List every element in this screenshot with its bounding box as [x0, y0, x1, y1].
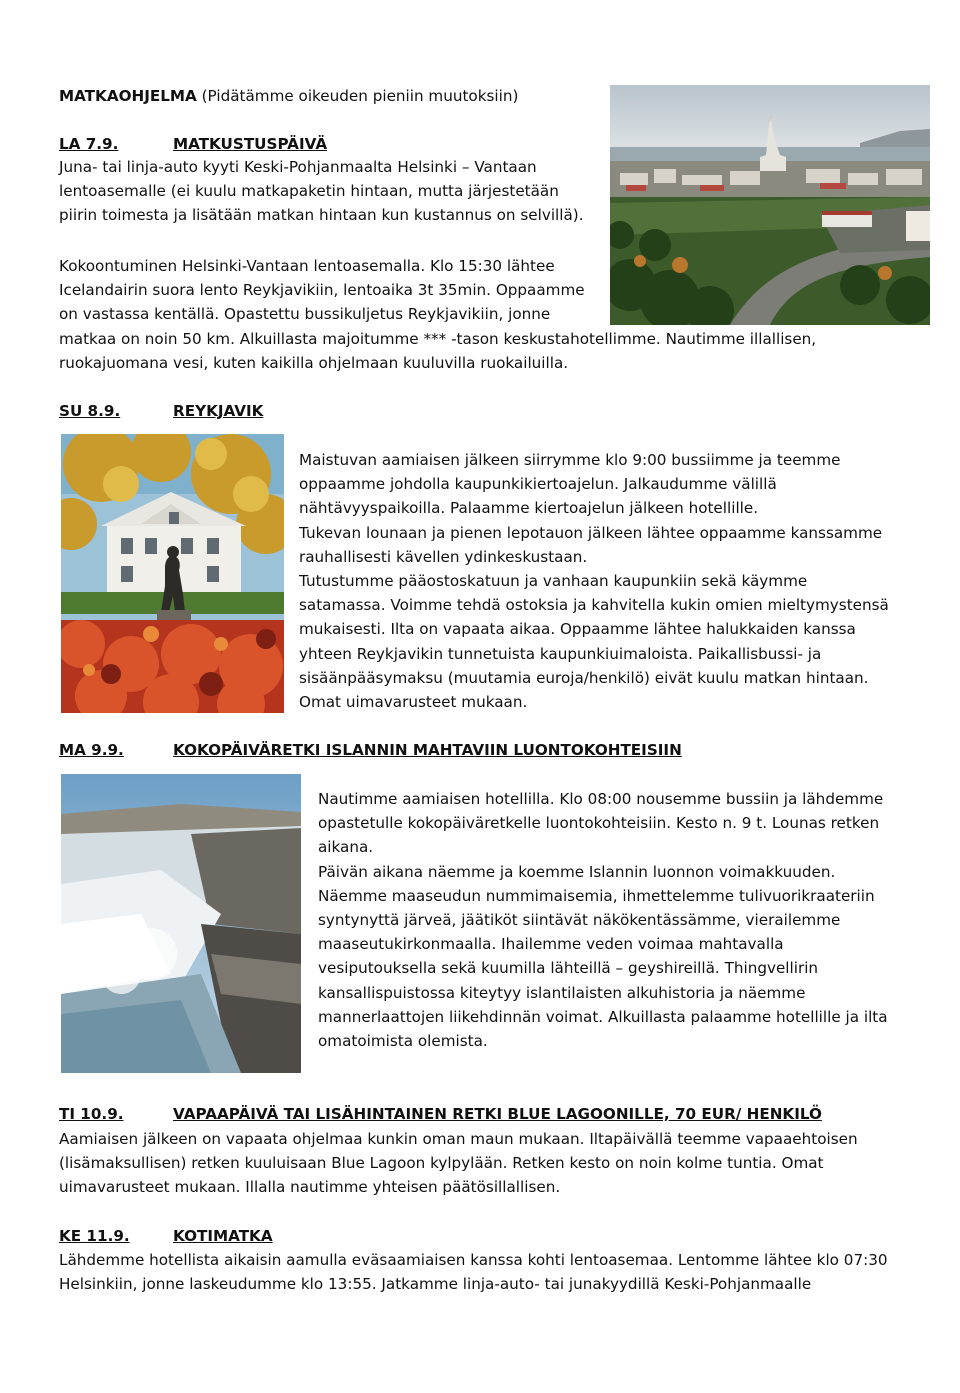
- day4-title: VAPAAPÄIVÄ TAI LISÄHINTAINEN RETKI BLUE LAGOONILLE, 70 EUR/ HENKILÖ: [173, 1105, 822, 1123]
- day3-line: aikana.: [318, 838, 374, 857]
- day2-line: nähtävyyspaikoilla. Palaamme kiertoajelun jälkeen hotellille.: [299, 499, 759, 518]
- day5-date: KE 11.9.: [59, 1227, 130, 1245]
- day5-paragraph: [59, 1248, 888, 1296]
- day1-p2-line: Kokoontuminen Helsinki-Vantaan lentoasemalla. Klo 15:30 lähtee: [59, 257, 555, 275]
- day3-line: syntynyttä järveä, jäätiköt siintävät näkökentässämme, vierailemme: [318, 911, 841, 930]
- day2-line: oppaamme johdolla kaupunkikiertoajelun. Jalkaudumme välillä: [299, 475, 777, 494]
- day2-date: SU 8.9.: [59, 402, 121, 420]
- day1-date: LA 7.9.: [59, 135, 119, 153]
- header-note: (Pidätämme oikeuden pieniin muutoksiin): [201, 87, 519, 105]
- day1-p2-line: Icelandairin suora lento Reykjavikiin, lentoaika 3t 35min. Oppaamme: [59, 281, 585, 300]
- day1-p2-line: matkaa on noin 50 km. Alkuillasta majoitumme *** -tason keskustahotellimme. Nautimme illallisen,: [59, 329, 817, 348]
- day2-line: Maistuvan aamiaisen jälkeen siirrymme klo 9:00 bussiimme ja teemme: [299, 451, 841, 469]
- day5-line: Helsinkiin, jonne laskeudumme klo 13:55. Jatkamme linja-auto- tai junakyydillä Keski-Pohjanmaalle: [59, 1275, 812, 1294]
- day5-title: KOTIMATKA: [173, 1227, 273, 1245]
- day1-p2-line: on vastassa kentällä. Opastettu bussikuljetus Reykjavikiin, jonne: [59, 305, 551, 324]
- day3-line: Päivän aikana näemme ja koemme Islannin luonnon voimakkuuden.: [318, 862, 836, 881]
- day4-paragraph: [59, 1127, 858, 1200]
- day4-line: Aamiaisen jälkeen on vapaata ohjelmaa kunkin oman maun mukaan. Iltapäivällä teemme vapaaehtoisen: [59, 1130, 858, 1148]
- day2-line: Omat uimavarusteet mukaan.: [299, 693, 528, 712]
- day3-title: KOKOPÄIVÄRETKI ISLANNIN MAHTAVIIN LUONTOKOHTEISIIN: [173, 741, 682, 759]
- day2-line: Tukevan lounaan ja pienen lepotauon jälkeen lähtee oppaamme kanssamme: [299, 523, 883, 542]
- reykjavik-house-garden-photo: [61, 434, 284, 713]
- reykjavik-city-photo: [610, 85, 930, 325]
- day1-p2-line: ruokajuomana vesi, kuten kaikilla ohjelmaan kuuluvilla ruokailuilla.: [59, 353, 569, 372]
- day2-line: yhteen Reykjavikin tunnetuista kaupunkiuimaloista. Paikallisbussi- ja: [299, 644, 822, 663]
- day2-line: mukaisesti. Ilta on vapaata aikaa. Oppaamme lähtee halukkaiden kanssa: [299, 620, 856, 639]
- day4-line: (lisämaksullisen) retken kuuluisaan Blue Lagoon kylpylään. Retken kesto on noin kolme tuntia. Omat: [59, 1154, 824, 1173]
- day3-line: Nautimme aamiaisen hotellilla. Klo 08:00 nousemme bussiin ja lähdemme: [318, 790, 884, 808]
- day1-paragraph-1: [59, 155, 584, 228]
- day2-line: Tutustumme pääostoskatuun ja vanhaan kaupunkiin sekä käymme: [299, 572, 808, 591]
- day3-line: omatoimista olemista.: [318, 1032, 488, 1051]
- day2-line: rauhallisesti kävellen ydinkeskustaan.: [299, 547, 588, 566]
- page-title: MATKAOHJELMA: [59, 87, 197, 105]
- day1-p1-line: Juna- tai linja-auto kyyti Keski-Pohjanmaalta Helsinki – Vantaan: [59, 158, 537, 176]
- day2-title: REYKJAVIK: [173, 402, 264, 420]
- day3-line: Näemme maaseudun nummimaisemia, ihmettelemme tulivuorikraateriin: [318, 886, 875, 905]
- day3-line: opastetulle kokopäiväretkelle luontokohteisiin. Kesto n. 9 t. Lounas retken: [318, 814, 880, 833]
- waterfall-photo: [61, 774, 301, 1073]
- page-header: [59, 84, 518, 108]
- day3-paragraph: [318, 787, 888, 1053]
- day3-line: maaseutukirkonmaalla. Ihailemme veden voimaa mahtavalla: [318, 935, 784, 954]
- day3-line: kansallispuistossa kiteytyy islantilaisten alkuhistoria ja näemme: [318, 983, 806, 1002]
- day4-date: TI 10.9.: [59, 1105, 124, 1123]
- day2-paragraph: [299, 448, 889, 714]
- day3-date: MA 9.9.: [59, 741, 124, 759]
- day2-line: sisäänpääsymaksu (muutamia euroja/henkilö) eivät kuulu matkan hintaan.: [299, 668, 869, 687]
- day1-p1-line: lentoasemalle (ei kuulu matkapaketin hintaan, mutta järjestetään: [59, 182, 559, 201]
- day1-p1-line: piirin toimesta ja lisätään matkan hintaan kun kustannus on selvillä).: [59, 206, 584, 225]
- day5-line: Lähdemme hotellista aikaisin aamulla eväsaamiaisen kanssa kohti lentoasemaa. Lentomme lähtee klo 07:30: [59, 1251, 888, 1269]
- day4-line: uimavarusteet mukaan. Illalla nautimme yhteisen päätösillallisen.: [59, 1178, 561, 1197]
- day3-line: vesiputouksella sekä kuumilla lähteillä – geyshireillä. Thingvellirin: [318, 959, 819, 978]
- day2-line: satamassa. Voimme tehdä ostoksia ja kahvitella kukin omien mieltymystensä: [299, 596, 889, 615]
- day3-line: mannerlaattojen liikehdinnän voimat. Alkuillasta palaamme hotellille ja ilta: [318, 1007, 888, 1026]
- day1-title: MATKUSTUSPÄIVÄ: [173, 135, 328, 153]
